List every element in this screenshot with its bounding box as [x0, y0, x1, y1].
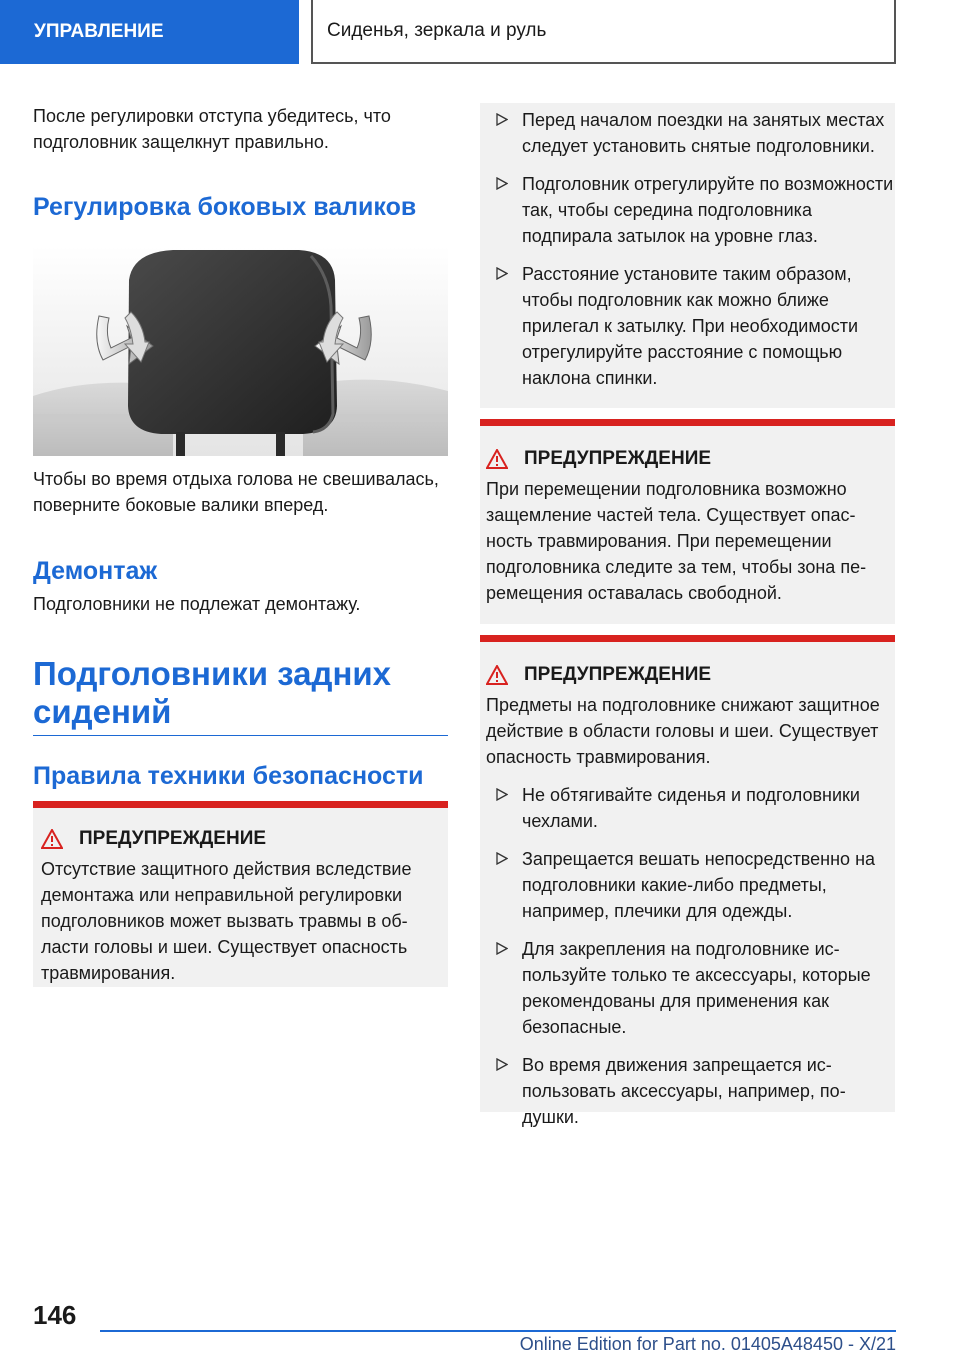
triangle-bullet-icon: [496, 267, 508, 280]
removal-heading: Демонтаж: [33, 557, 158, 585]
triangle-bullet-icon: [496, 788, 508, 801]
list-item: [480, 936, 887, 1040]
headrest-instructions-panel: [480, 103, 895, 408]
list-item-text: Запрещается вешать непосредственно на подголовники какие-либо предметы, например, плечики для одежды.: [522, 849, 876, 921]
warning-text: Отсутствие защитного действия вследствие демонтажа или неправильной регулировки подголовников может вызвать травмы в области головы и шеи. Существует опасность травмирования.: [41, 859, 412, 983]
list-item: [480, 261, 895, 391]
footer-rule: [100, 1330, 896, 1332]
rear-headrests-title: Подголовники задних сидений: [33, 655, 392, 730]
chapter-title: [311, 0, 896, 64]
triangle-bullet-icon: [496, 1058, 508, 1071]
list-item-text: Не обтягивайте сиденья и подголовники чехлами.: [522, 785, 860, 831]
rear-headrests-title-block: [33, 655, 448, 736]
edition-note: Online Edition for Part no. 01405A48450 - X/21: [519, 1334, 896, 1354]
page-number: 146: [33, 1300, 77, 1330]
list-item: [480, 1052, 887, 1130]
triangle-bullet-icon: [496, 113, 508, 126]
triangle-bullet-icon: [496, 177, 508, 190]
side-bolsters-caption: Чтобы во время отдыха голова не свешивалась, поверните боковые валики вперед.: [33, 469, 439, 515]
warning-triangle-icon: [486, 665, 508, 685]
list-item: [480, 171, 895, 249]
intro-paragraph: После регулировки отступа убедитесь, что подголовник защелкнут правильно.: [33, 106, 391, 152]
list-item-text: Расстояние установите таким образом, чтобы подголовник как можно ближе прилегал к затылку. При необходимости отрегулируйте расстояние с помощью наклона спинки.: [522, 264, 859, 388]
section-label: УПРАВЛЕНИЕ: [34, 21, 164, 42]
warning-bar: [480, 419, 895, 426]
triangle-bullet-icon: [496, 852, 508, 865]
instructions-list: [480, 103, 895, 391]
warning-list: [480, 782, 887, 1130]
warning-header: [41, 828, 440, 850]
warning-bar: [33, 801, 448, 808]
safety-heading: Правила техники безопасности: [33, 762, 424, 790]
list-item-text: Подголовник отрегулируйте по возможности так, чтобы середина подголовника подпирала затылок на уровне глаз.: [522, 174, 894, 246]
section-tab: [0, 0, 299, 64]
list-item-text: Для закрепления на подголовнике используйте только те аксессуары, которые рекомендованы для применения как безопасные.: [522, 939, 871, 1037]
list-item-text: Перед началом поездки на занятых местах следует установить снятые подголовники.: [522, 110, 885, 156]
list-item: [480, 782, 887, 834]
warning-label: ПРЕДУПРЕЖДЕНИЕ: [79, 828, 267, 849]
warning-triangle-icon: [486, 449, 508, 469]
warning-header: [486, 664, 887, 686]
removal-text: Подголовники не подлежат демонтажу.: [33, 594, 361, 614]
chapter-label: Сиденья, зеркала и руль: [327, 20, 547, 41]
warning-panel-objects: [480, 635, 895, 1127]
warning-bar: [480, 635, 895, 642]
side-bolsters-heading: Регулировка боковых валиков: [33, 193, 417, 221]
headrest-figure: [33, 246, 448, 456]
warning-label: ПРЕДУПРЕЖДЕНИЕ: [524, 664, 712, 685]
triangle-bullet-icon: [496, 942, 508, 955]
warning-text: При перемещении подголовника возможно защемление частей тела. Существует опасность травмирования. При перемещении подголовника следите за тем, чтобы зона перемещения оставалась свободной.: [486, 479, 867, 603]
warning-header: [486, 448, 887, 470]
warning-panel-moving: [480, 419, 895, 624]
list-item: [480, 103, 895, 159]
list-item: [480, 846, 887, 924]
warning-panel-rear: [33, 801, 448, 987]
warning-label: ПРЕДУПРЕЖДЕНИЕ: [524, 448, 712, 469]
list-item-text: Во время движения запрещается использовать аксессуары, например, подушки.: [522, 1055, 846, 1127]
warning-triangle-icon: [41, 829, 63, 849]
warning-text: Предметы на подголовнике снижают защитное действие в области головы и шеи. Существует опасность травмирования.: [486, 695, 880, 767]
